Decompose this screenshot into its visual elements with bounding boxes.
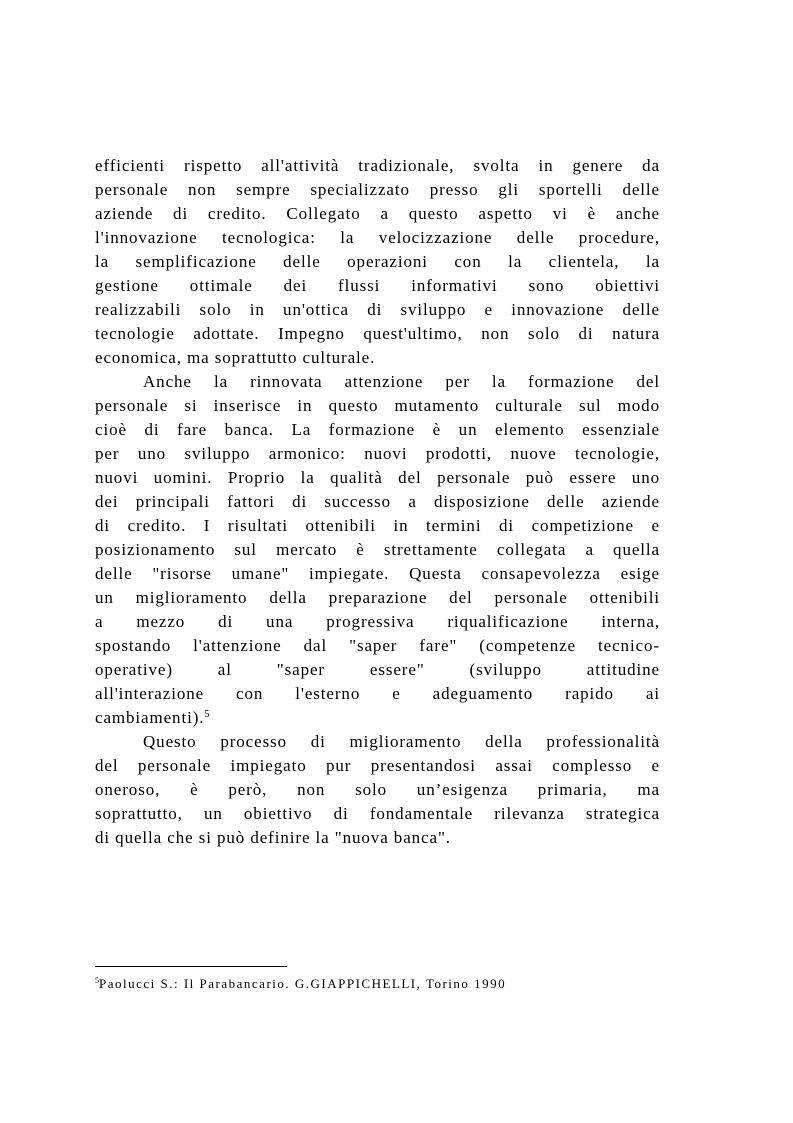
body-line: la semplificazione delle operazioni con la clientela, la [95,252,660,271]
body-line: personale si inserisce in questo mutamento culturale sul modo [95,396,660,415]
body-line: delle "risorse umane" impiegate. Questa consapevolezza esige [95,564,660,583]
body-line: a mezzo di una progressiva riqualificazione interna, [95,612,660,631]
footnote [95,974,506,994]
body-line: Questo processo di miglioramento della professionalità [143,732,660,751]
body-line: oneroso, è però, non solo un’esigenza primaria, ma [95,780,660,799]
body-line: realizzabili solo in un'ottica di sviluppo e innovazione delle [95,300,660,319]
body-line: personale non sempre specializzato presso gli sportelli delle [95,180,660,199]
body-text [95,154,660,850]
body-line: operative) al "saper essere" (sviluppo attitudine [95,660,660,679]
body-line: Anche la rinnovata attenzione per la formazione del [143,372,660,391]
footnote-reference[interactable]: 5 [204,709,210,720]
body-line: nuovi uomini. Proprio la qualità del personale può essere uno [95,468,660,487]
body-line: tecnologie adottate. Impegno quest'ultimo, non solo di natura [95,324,660,343]
body-line: di quella che si può definire la "nuova banca". [95,828,451,847]
body-line: cioè di fare banca. La formazione è un elemento essenziale [95,420,660,439]
body-line: di credito. I risultati ottenibili in termini di competizione e [95,516,660,535]
body-line-text: cambiamenti). [95,708,205,727]
body-line: l'innovazione tecnologica: la velocizzazione delle procedure, [95,228,660,247]
footnote-marker: 5 [95,976,99,985]
body-line: un miglioramento della preparazione del personale ottenibili [95,588,660,607]
body-line: spostando l'attenzione dal "saper fare" (competenze tecnico- [95,636,660,655]
body-line: aziende di credito. Collegato a questo aspetto vi è anche [95,204,660,223]
body-line: soprattutto, un obiettivo di fondamentale rilevanza strategica [95,804,660,823]
footnote-separator [95,966,287,967]
footnote-text: Paolucci S.: Il Parabancario. G.GIAPPICHELLI, Torino 1990 [99,976,507,991]
body-line: dei principali fattori di successo a disposizione delle aziende [95,492,660,511]
body-line [95,706,660,730]
body-line: efficienti rispetto all'attività tradizionale, svolta in genere da [95,156,660,175]
body-line: gestione ottimale dei flussi informativi sono obiettivi [95,276,660,295]
body-line: del personale impiegato pur presentandosi assai complesso e [95,756,660,775]
body-line: per uno sviluppo armonico: nuovi prodotti, nuove tecnologie, [95,444,660,463]
body-line: posizionamento sul mercato è strettamente collegata a quella [95,540,660,559]
body-line: economica, ma soprattutto culturale. [95,348,376,367]
body-line: all'interazione con l'esterno e adeguamento rapido ai [95,684,660,703]
